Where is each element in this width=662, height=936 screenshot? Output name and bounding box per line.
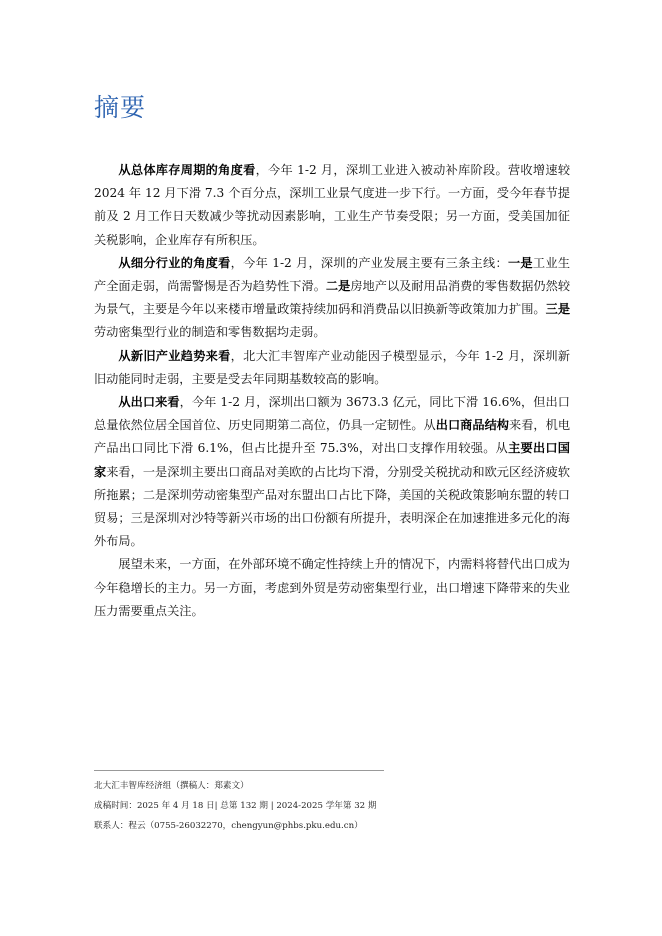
paragraph-text: 来看，机电产品出口同比下滑 6.1%，但占比提升至 75.3%，对出口支撑作用较强。从 — [94, 418, 571, 456]
point-one-label: 一是 — [507, 255, 533, 270]
footer-author: 北大汇丰智库经济组（撰稿人：郑素文） — [94, 781, 249, 791]
point-two-label: 二是 — [325, 279, 351, 294]
paragraph-text: ，今年 1-2 月，深圳工业进入被动补库阶段。营收增速较 2024 年 12 月下滑 7.3 个百分点，深圳工业景气度进一步下行。一方面，受今年春节提前及 2 月工作日天数减少等扰动因素影响，工业生产节奏受限；另一方面，受美国加征关税影响，企业库存有所积压。 — [94, 163, 571, 247]
paragraph-text: 展望未来，一方面，在外部环境不确定性持续上升的情况下，内需料将替代出口成为今年稳增长的主力。另一方面，考虑到外贸是劳动密集型行业，出口增速下降带来的失业压力需要重点关注。 — [94, 557, 570, 618]
lead-phrase: 从出口来看 — [118, 395, 180, 410]
lead-phrase: 从新旧产业趋势来看 — [118, 348, 231, 363]
paragraph-text: ，今年 1-2 月，深圳出口额为 3673.3 亿元，同比下滑 16.6%，但出口总量依然位居全国首位、历史同期第二高位，仍具一定韧性。从 — [94, 395, 570, 433]
paragraph-text: ，北大汇丰智库产业动能因子模型显示，今年 1-2 月，深圳新旧动能同时走弱，主要是受去年同期基数较高的影响。 — [94, 348, 571, 386]
page-title: 摘要 — [94, 93, 147, 122]
footer-divider — [94, 770, 384, 771]
paragraph-text: ，今年 1-2 月，深圳的产业发展主要有三条主线： — [230, 255, 508, 270]
paragraph-text: 来看，一是深圳主要出口商品对美欧的占比均下滑，分别受关税扰动和欧元区经济疲软所拖累；二是深圳劳动密集型产品对东盟出口占比下降，美国的关税政策影响东盟的转口贸易；三是深圳对沙特等新兴市场的出口份额有所提升，表明深企在加速推进多元化的海外布局。 — [94, 464, 571, 549]
footer-date-issue: 成稿时间：2025 年 4 月 18 日| 总第 132 期 | 2024-2025 学年第 32 期 — [94, 801, 377, 811]
paragraph-outlook — [94, 553, 570, 623]
paragraph-text: 房地产以及耐用品消费的零售数据仍然较为景气，主要是今年以来楼市增量政策持续加码和消费品以旧换新等政策加力扩围。 — [94, 279, 571, 317]
paragraph-text: 劳动密集型行业的制造和零售数据均走弱。 — [94, 325, 326, 340]
paragraph-industry-segments — [94, 252, 570, 345]
paragraph-text: 工业生产全面走弱，尚需警惕是否为趋势性下滑。 — [94, 255, 571, 294]
footer-contact: 联系人：程云（0755-26032270，chengyun@phbs.pku.edu.cn） — [94, 821, 363, 831]
export-structure-label: 出口商品结构 — [435, 418, 509, 433]
footer — [94, 776, 376, 836]
paragraph-industry-trend — [94, 345, 570, 391]
paragraph-exports — [94, 391, 570, 553]
lead-phrase: 从总体库存周期的角度看 — [118, 163, 256, 177]
paragraph-inventory-cycle — [94, 159, 570, 252]
lead-phrase: 从细分行业的角度看 — [118, 255, 231, 270]
export-countries-label: 主要出口国家 — [94, 441, 570, 479]
summary-body — [94, 159, 570, 623]
point-three-label: 三是 — [545, 302, 571, 317]
